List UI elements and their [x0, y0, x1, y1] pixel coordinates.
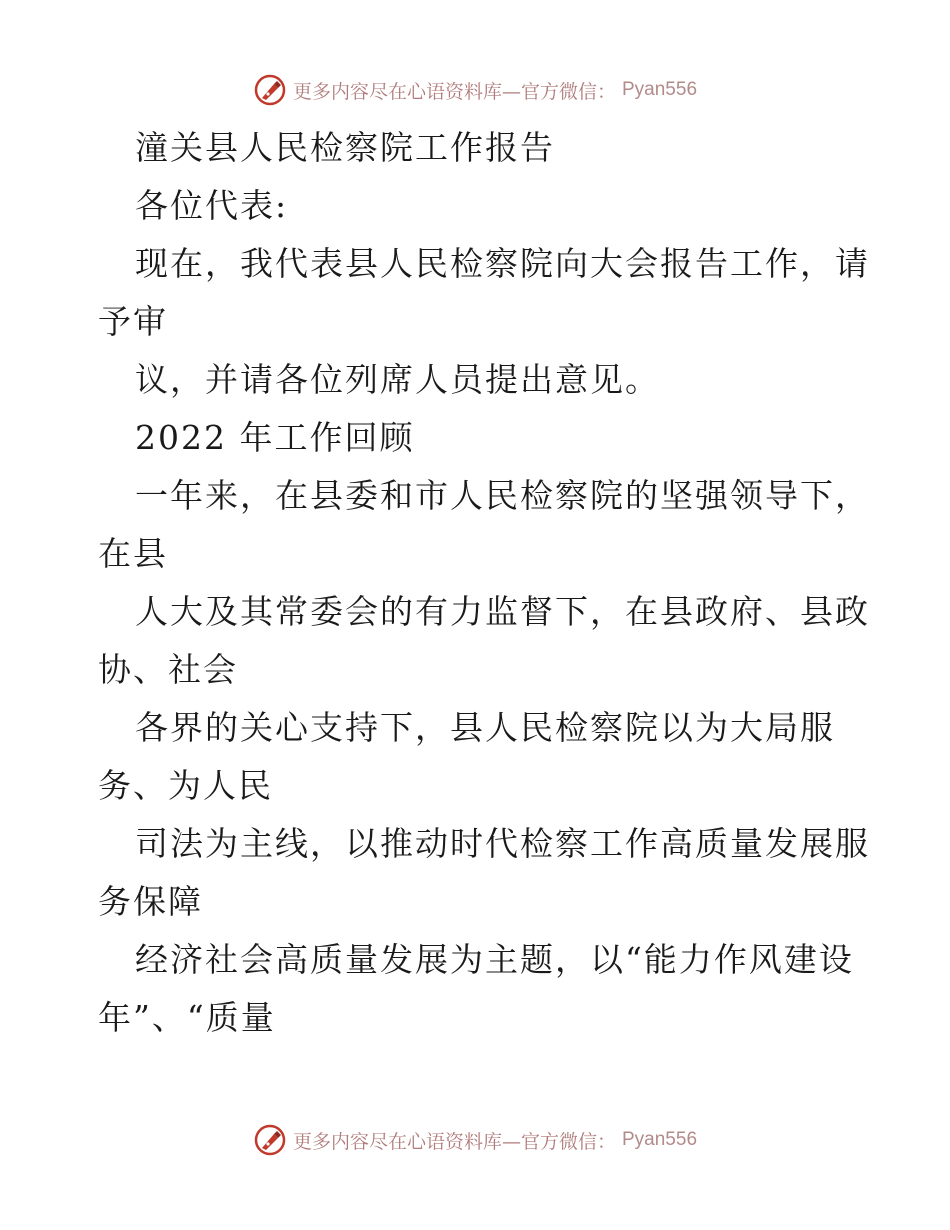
document-line: 人大及其常委会的有力监督下，在县政府、县政: [135, 592, 870, 631]
header-contact-id: Pyan556: [622, 79, 698, 100]
document-line: 经济社会高质量发展为主题，以“能力作风建设: [135, 940, 854, 979]
document-line: 议，并请各位列席人员提出意见。: [135, 360, 660, 399]
pen-nib-logo-icon: [253, 1123, 287, 1157]
document-line: 予审: [98, 302, 168, 341]
document-line: 司法为主线，以推动时代检察工作高质量发展服: [135, 824, 870, 863]
document-line: 在县: [98, 534, 168, 573]
document-line: 年”、“质量: [98, 998, 276, 1037]
document-line: 务、为人民: [98, 766, 273, 805]
pen-nib-logo-icon: [253, 73, 287, 107]
footer-promo-text: 更多内容尽在心语资料库—官方微信：: [292, 1130, 616, 1153]
footer-banner: [0, 1120, 950, 1160]
document-line: 现在，我代表县人民检察院向大会报告工作，请: [135, 244, 870, 283]
header-banner: [0, 70, 950, 110]
header-promo-text: 更多内容尽在心语资料库—官方微信：: [292, 80, 616, 103]
document-line: 务保障: [98, 882, 203, 921]
document-line: 各位代表:: [135, 186, 289, 225]
document-title: 潼关县人民检察院工作报告: [135, 128, 555, 167]
document-line: 协、社会: [98, 650, 238, 689]
section-heading: 2022 年工作回顾: [135, 418, 415, 457]
document-line: 一年来，在县委和市人民检察院的坚强领导下，: [135, 476, 870, 515]
document-line: 各界的关心支持下，县人民检察院以为大局服: [135, 708, 835, 747]
footer-contact-id: Pyan556: [622, 1129, 698, 1150]
